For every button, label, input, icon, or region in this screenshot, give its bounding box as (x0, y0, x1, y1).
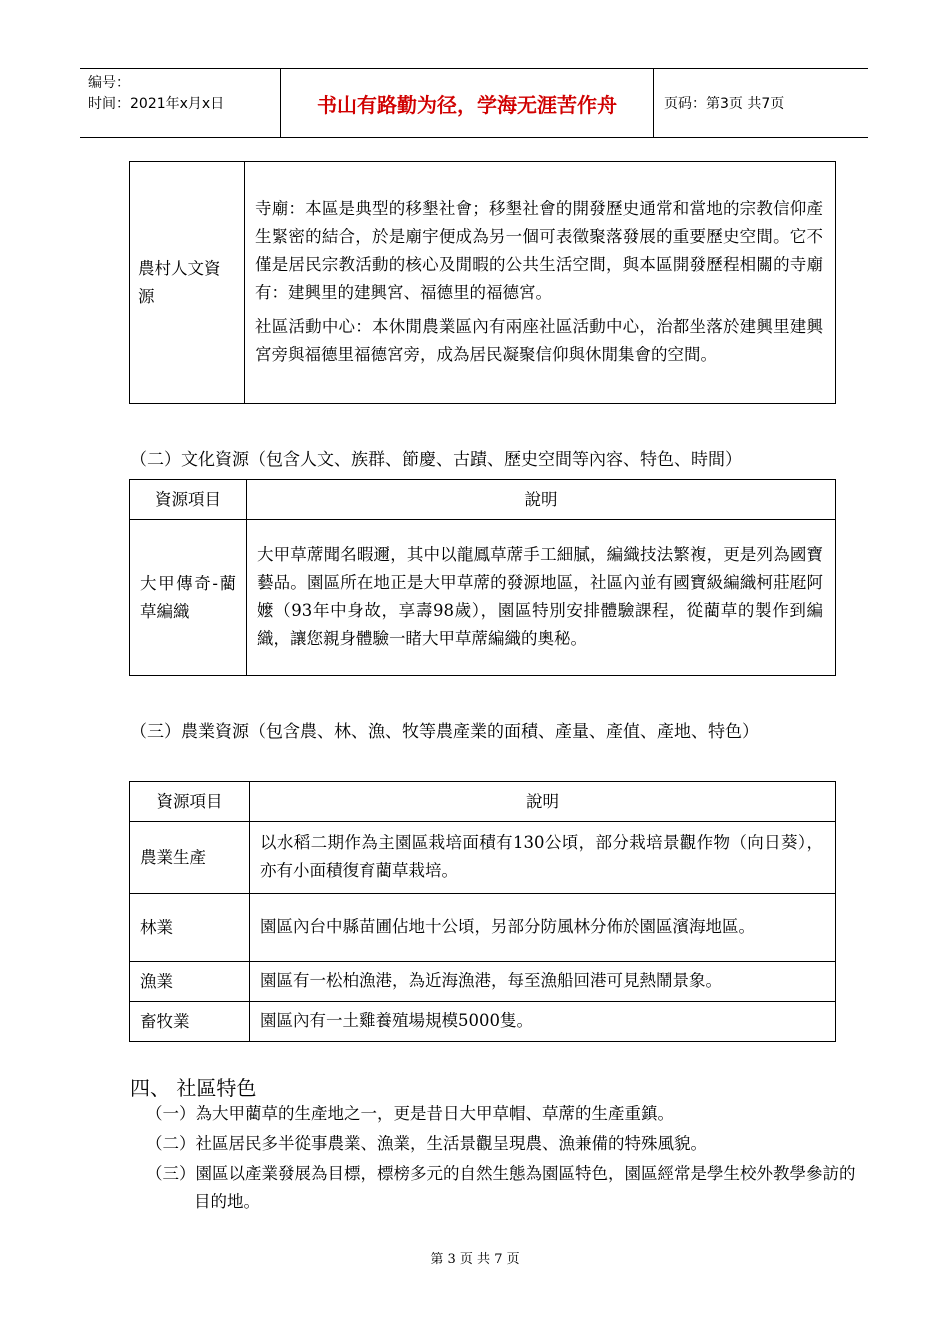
resource-description: 園區內有一土雞養殖場規模5000隻。 (250, 1002, 836, 1042)
number-label: 编号： (88, 75, 130, 91)
resource-description: 大甲草蓆聞名暇邇，其中以龍鳳草蓆手工細膩，編織技法繁複，更是列為國寶藝品。園區所在地正是大甲草蓆的發源地區，社區內並有國寶級編織柯莊屘阿嬤（93年中身故，享壽98歲），園區特別安排體驗課程，從藺草的製作到編織，讓您親身體驗一睹大甲草蓆編織的奧秘。 (247, 520, 836, 676)
section-title: （三）農業資源（包含農、林、漁、牧等農產業的面積、產量、產值、產地、特色） (130, 722, 759, 742)
resource-description: 以水稻二期作為主園區栽培面積有130公頃，部分栽培景觀作物（向日葵），亦有小面積復育藺草栽培。 (250, 822, 836, 894)
header-motto: 书山有路勤为径，学海无涯苦作舟 (281, 69, 654, 137)
column-header: 資源項目 (130, 480, 247, 520)
section-title: （二）文化資源（包含人文、族群、節慶、古蹟、歷史空間等內容、特色、時間） (130, 450, 742, 470)
resource-item: 農業生產 (130, 822, 250, 894)
resource-description: 園區內台中縣苗圃佔地十公頃，另部分防風林分佈於園區濱海地區。 (250, 894, 836, 962)
page-footer: 第 3 页 共 7 页 (430, 1252, 520, 1267)
list-item: （一）為大甲藺草的生產地之一，更是昔日大甲草帽、草蓆的生產重鎮。 (146, 1104, 674, 1123)
resource-description (245, 162, 836, 404)
column-header: 資源項目 (130, 782, 250, 822)
header-meta (80, 69, 281, 137)
column-header: 說明 (250, 782, 836, 822)
column-header: 說明 (247, 480, 836, 520)
resource-item: 大甲傳奇-藺草編織 (130, 520, 247, 676)
resource-description: 園區有一松柏漁港，為近海漁港，每至漁船回港可見熱鬧景象。 (250, 962, 836, 1002)
list-item: （二）社區居民多半從事農業、漁業，生活景觀呈現農、漁兼備的特殊風貌。 (146, 1134, 707, 1153)
resource-item: 畜牧業 (130, 1002, 250, 1042)
date-label: 时间：2021年x月x日 (88, 96, 225, 112)
page-header (80, 68, 868, 138)
resource-item: 漁業 (130, 962, 250, 1002)
page-label: 页码：第3页 共7页 (664, 96, 785, 112)
description-paragraph: 寺廟：本區是典型的移墾社會；移墾社會的開發歷史通常和當地的宗教信仰產生緊密的結合，於是廟宇便成為另一個可表徵聚落發展的重要歷史空間。它不僅是居民宗教活動的核心及閒暇的公共生活空間，與本區開發歷程相關的寺廟有：建興里的建興宮、福德里的福德宮。 (255, 198, 823, 302)
description-paragraph: 社區活動中心：本休閒農業區內有兩座社區活動中心，治都坐落於建興里建興宮旁與福德里福德宮旁，成為居民凝聚信仰與休閒集會的空間。 (255, 316, 823, 364)
agriculture-resource-table (129, 781, 836, 1042)
rural-culture-table (129, 161, 836, 404)
resource-item: 農村人文資源 (130, 162, 245, 404)
resource-item: 林業 (130, 894, 250, 962)
section-heading: 四、 社區特色 (130, 1076, 257, 1100)
list-item: （三）園區以產業發展為目標，標榜多元的自然生態為園區特色，園區經常是學生校外教學參訪的目的地。 (146, 1164, 856, 1211)
culture-resource-table (129, 479, 836, 676)
